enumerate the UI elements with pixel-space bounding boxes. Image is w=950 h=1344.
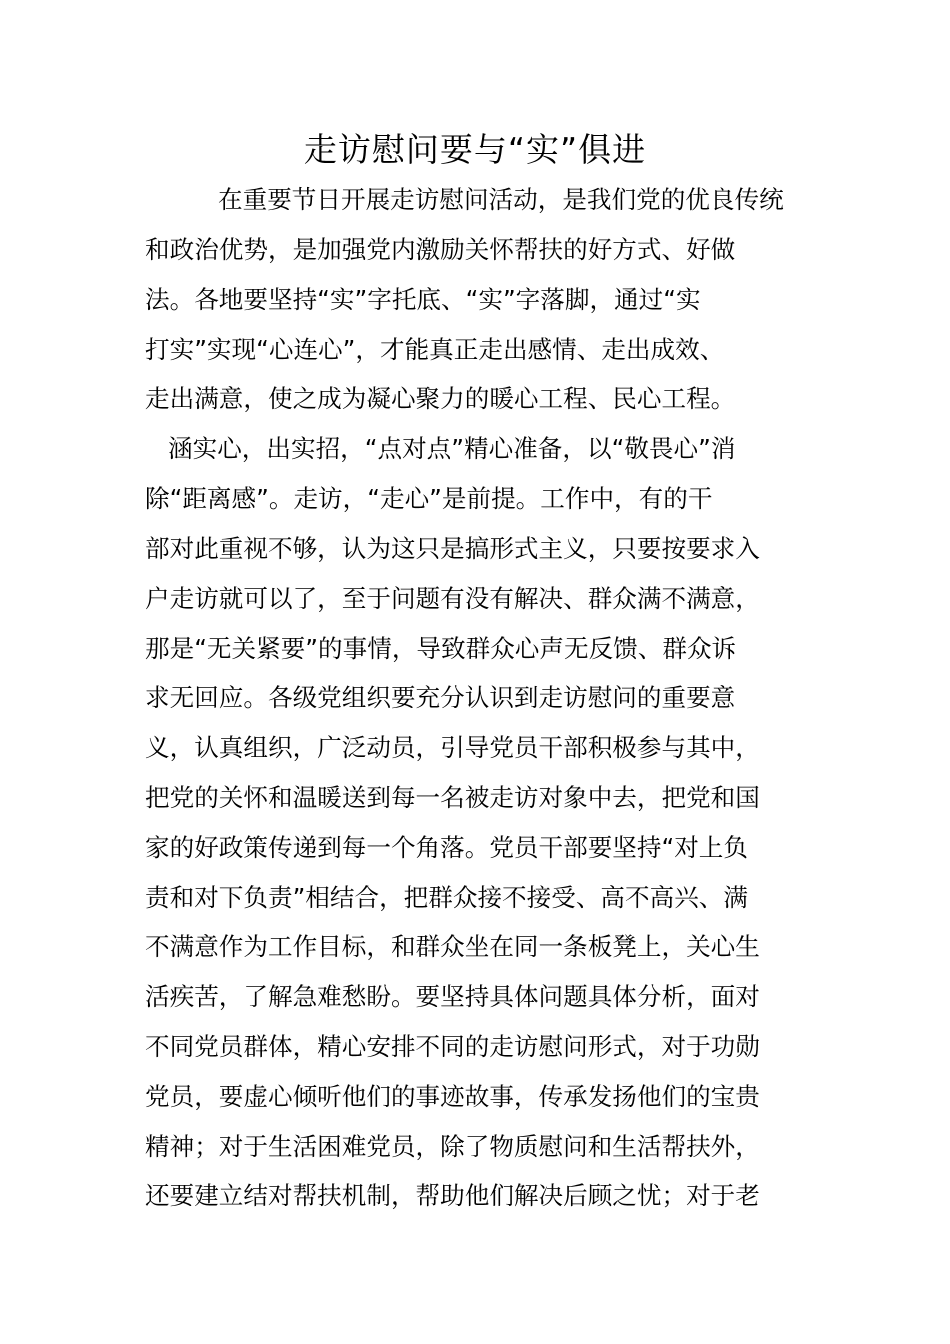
paragraph-line: 那是“无关紧要”的事情，导致群众心声无反馈、群众诉 [145, 634, 737, 663]
paragraph-line: 求无回应。各级党组织要充分认识到走访慰问的重要意 [145, 683, 736, 712]
paragraph-line: 部对此重视不够，认为这只是搞形式主义，只要按要求入 [145, 534, 760, 563]
paragraph-line: 还要建立结对帮扶机制，帮助他们解决后顾之忧；对于老 [145, 1181, 760, 1210]
paragraph-line: 义，认真组织，广泛动员，引导党员干部积极参与其中， [145, 733, 760, 762]
paragraph-line: 打实”实现“心连心”，才能真正走出感情、走出成效、 [145, 335, 725, 364]
paragraph-line: 活疾苦，了解急难愁盼。要坚持具体问题具体分析，面对 [145, 982, 760, 1011]
paragraph-line: 和政治优势，是加强党内激励关怀帮扶的好方式、好做 [145, 235, 736, 264]
paragraph-line: 不满意作为工作目标，和群众坐在同一条板凳上，关心生 [145, 932, 760, 961]
paragraph-line: 党员，要虚心倾听他们的事迹故事，传承发扬他们的宝贵 [145, 1082, 760, 1111]
paragraph-line: 除“距离感”。走访，“走心”是前提。工作中，有的干 [145, 484, 713, 513]
paragraph-line: 涵实心，出实招，“点对点”精心准备，以“敬畏心”消 [168, 434, 736, 463]
paragraph-line: 责和对下负责”相结合，把群众接不接受、高不高兴、满 [145, 883, 748, 912]
paragraph-line: 走出满意，使之成为凝心聚力的暖心工程、民心工程。 [145, 384, 736, 413]
paragraph-line: 在重要节日开展走访慰问活动，是我们党的优良传统 [218, 185, 784, 214]
paragraph-line: 户走访就可以了，至于问题有没有解决、群众满不满意， [145, 584, 760, 613]
paragraph-line: 家的好政策传递到每一个角落。党员干部要坚持“对上负 [145, 833, 748, 862]
paragraph-line: 精神；对于生活困难党员，除了物质慰问和生活帮扶外， [145, 1132, 760, 1161]
document-title: 走访慰问要与“实”俱进 [303, 130, 647, 169]
paragraph-line: 法。各地要坚持“实”字托底、“实”字落脚，通过“实 [145, 285, 701, 314]
paragraph-line: 把党的关怀和温暖送到每一名被走访对象中去，把党和国 [145, 783, 760, 812]
paragraph-line: 不同党员群体，精心安排不同的走访慰问形式，对于功勋 [145, 1032, 760, 1061]
